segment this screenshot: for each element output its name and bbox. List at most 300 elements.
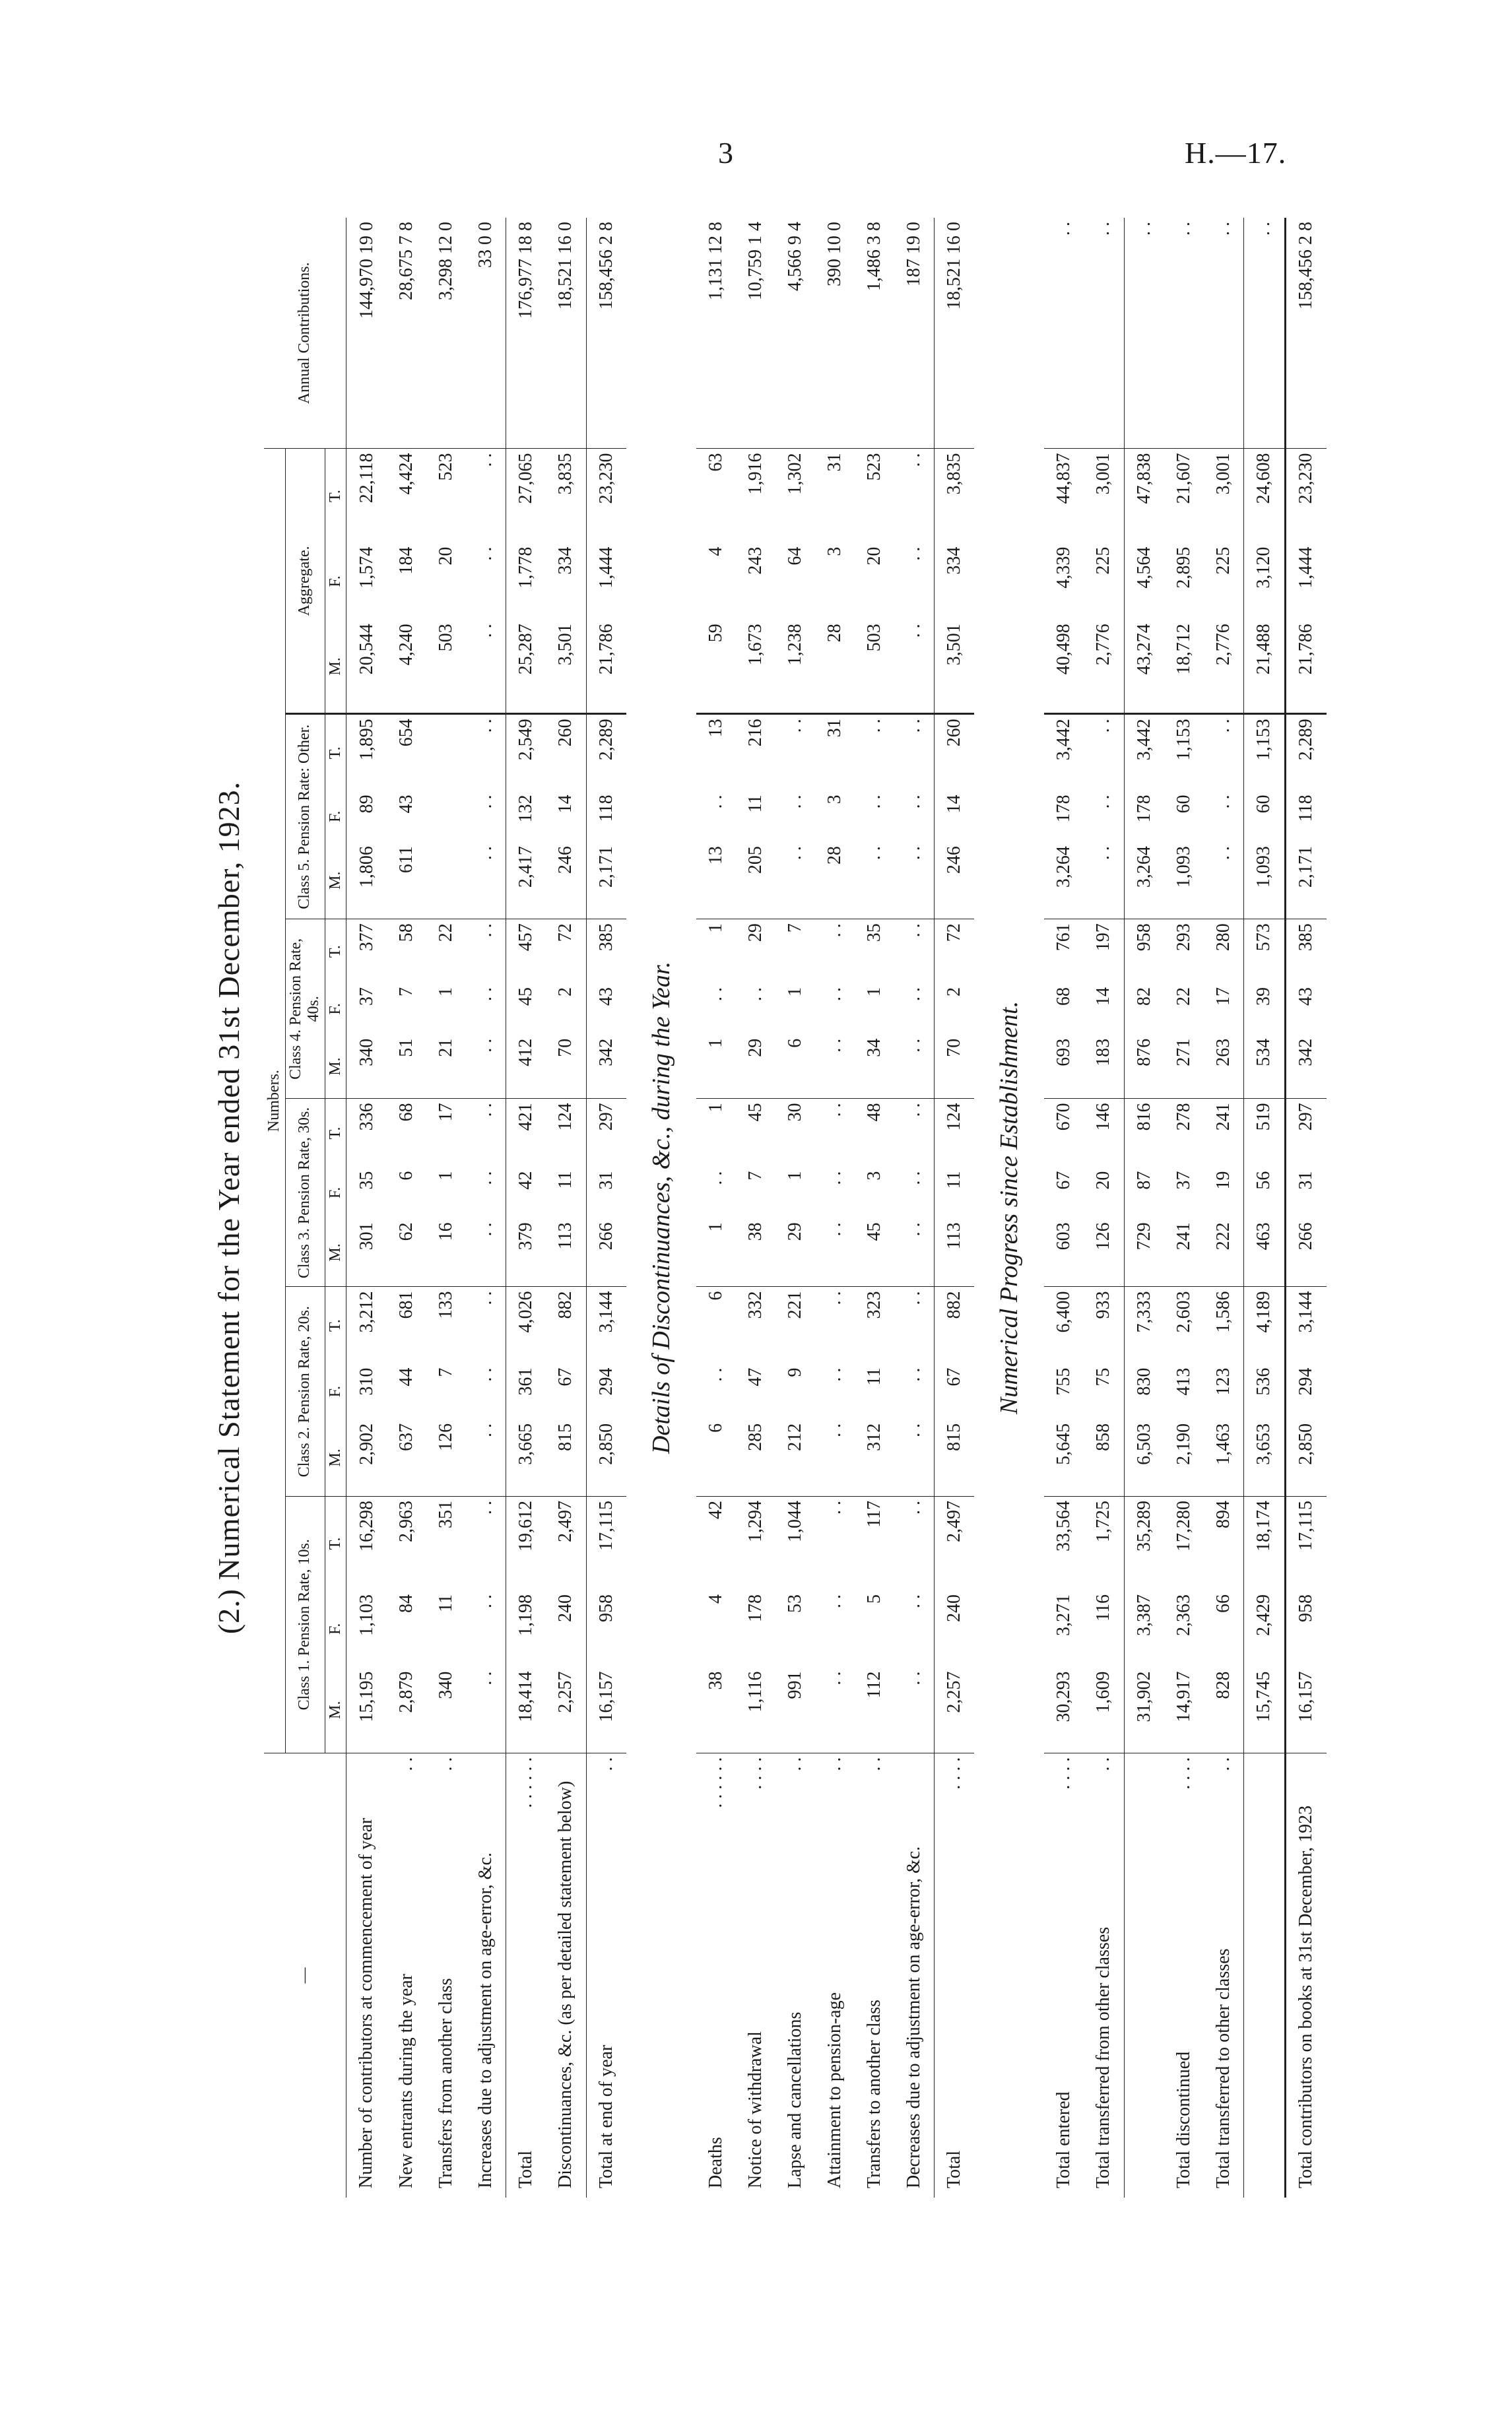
- header-f-1: F.: [325, 1590, 346, 1668]
- row-leader-dots: . . . .: [1173, 1757, 1194, 1790]
- header-m-6: M.: [325, 620, 346, 714]
- number-cell: 463: [1243, 1218, 1285, 1287]
- number-cell: 124: [555, 1103, 576, 1131]
- number-cell: 43: [595, 987, 616, 1006]
- page-reference: H.—17.: [1185, 136, 1287, 170]
- number-cell: 1,673: [736, 620, 775, 714]
- number-cell: . .: [903, 795, 924, 809]
- number-cell: 2,902: [346, 1420, 387, 1497]
- number-cell: . .: [894, 842, 935, 919]
- number-cell: 43: [395, 795, 416, 814]
- number-cell: 68: [395, 1103, 416, 1122]
- number-cell: 2,549: [515, 719, 537, 761]
- number-cell: 47,838: [1133, 453, 1154, 504]
- number-cell: 72: [944, 923, 965, 942]
- table-row: [775, 218, 815, 2198]
- number-cell: 9: [784, 1367, 805, 1377]
- number-cell: . .: [475, 795, 496, 809]
- number-cell: 117: [863, 1500, 884, 1528]
- number-cell: 654: [395, 719, 416, 747]
- number-cell: . .: [705, 1171, 726, 1185]
- number-cell: 29: [736, 1035, 775, 1099]
- number-cell: 34: [855, 1035, 894, 1099]
- number-cell: 31: [824, 453, 845, 472]
- number-cell: 876: [1124, 1035, 1164, 1099]
- table-row: [696, 218, 736, 2198]
- number-cell: 1,463: [1204, 1420, 1244, 1497]
- number-cell: 11: [863, 1367, 884, 1386]
- header-t-4: T.: [325, 919, 346, 983]
- number-cell: 361: [515, 1367, 537, 1396]
- number-cell: 178: [744, 1594, 766, 1622]
- number-cell: . .: [824, 923, 845, 938]
- number-cell: 1: [696, 1035, 736, 1099]
- number-cell: . .: [1084, 842, 1124, 919]
- number-cell: . .: [903, 1291, 924, 1305]
- number-cell: . .: [903, 719, 924, 733]
- number-cell: 1,778: [515, 546, 537, 589]
- number-cell: 7,333: [1133, 1291, 1154, 1333]
- number-cell: . .: [815, 1035, 855, 1099]
- number-cell: 1,198: [515, 1594, 537, 1636]
- number-cell: 14: [1093, 987, 1114, 1006]
- number-cell: 1,444: [1296, 546, 1317, 589]
- number-cell: 67: [1053, 1171, 1074, 1190]
- row-leader-dots: . .: [1093, 1757, 1114, 1771]
- row-label-text: Increases due to adjustment on age-error, &c.: [475, 1852, 496, 2188]
- table-row: [1243, 218, 1285, 2198]
- header-class-2: Class 2. Pension Rate, 20s.: [285, 1287, 325, 1496]
- number-cell: 70: [935, 1035, 975, 1099]
- number-cell: 1,302: [784, 453, 805, 495]
- number-cell: 146: [1093, 1103, 1114, 1131]
- number-cell: . .: [903, 923, 924, 938]
- number-cell: 2,963: [395, 1500, 416, 1542]
- number-cell: 729: [1124, 1218, 1164, 1287]
- number-cell: 2,497: [944, 1500, 965, 1542]
- number-cell: 11: [944, 1171, 965, 1189]
- number-cell: . .: [475, 923, 496, 938]
- number-cell: . .: [815, 1218, 855, 1287]
- number-cell: 23,230: [595, 453, 616, 504]
- row-label: [1204, 1753, 1244, 2198]
- table-row: [506, 218, 546, 2198]
- number-cell: . .: [466, 1218, 506, 1287]
- number-cell: 30: [784, 1103, 805, 1122]
- number-cell: 17,280: [1173, 1500, 1194, 1551]
- number-cell: 43: [1296, 987, 1317, 1006]
- number-cell: 297: [1296, 1103, 1317, 1131]
- number-cell: 681: [395, 1291, 416, 1319]
- rotated-statement: [211, 218, 1333, 2198]
- row-label-text: Deaths: [705, 2137, 726, 2188]
- number-cell: 2,257: [935, 1668, 975, 1753]
- number-cell: 243: [744, 546, 766, 575]
- number-cell: 260: [555, 719, 576, 747]
- number-cell: 16,157: [1285, 1668, 1327, 1753]
- number-cell: . .: [824, 1291, 845, 1305]
- number-cell: 377: [356, 923, 377, 952]
- table-row: [1084, 218, 1124, 2198]
- number-cell: 2,776: [1204, 620, 1244, 714]
- number-cell: . .: [894, 1035, 935, 1099]
- number-cell: 3,501: [546, 620, 586, 714]
- number-cell: 28: [815, 842, 855, 919]
- number-cell: 1: [784, 1171, 805, 1181]
- number-cell: [426, 842, 466, 919]
- number-cell: . .: [475, 1103, 496, 1117]
- header-numbers: Numbers.: [264, 449, 285, 1753]
- number-cell: 87: [1133, 1171, 1154, 1190]
- row-leader-dots: . . . . . .: [515, 1757, 536, 1808]
- number-cell: 31: [595, 1171, 616, 1190]
- number-cell: 11: [555, 1171, 576, 1189]
- number-cell: 18,414: [506, 1668, 546, 1753]
- number-cell: 67: [944, 1367, 965, 1387]
- annual-contribution-cell: 28,675 7 8: [387, 218, 426, 449]
- number-cell: 35,289: [1133, 1500, 1154, 1551]
- number-cell: 3,387: [1133, 1594, 1154, 1636]
- table-row: [1164, 218, 1204, 2198]
- number-cell: 2,603: [1173, 1291, 1194, 1333]
- number-cell: 342: [1285, 1035, 1327, 1099]
- number-cell: 3,653: [1243, 1420, 1285, 1497]
- number-cell: 84: [395, 1594, 416, 1613]
- number-cell: 5: [863, 1594, 884, 1604]
- row-label: [1124, 1753, 1164, 2198]
- row-label: [1285, 1753, 1327, 2198]
- number-cell: 113: [546, 1218, 586, 1287]
- number-cell: 51: [387, 1035, 426, 1099]
- table-row: [586, 218, 626, 2198]
- number-cell: 1,294: [744, 1500, 766, 1542]
- row-label-text: Lapse and cancellations: [784, 2011, 805, 2188]
- annual-contribution-cell: 1,131 12 8: [696, 218, 736, 449]
- number-cell: 323: [863, 1291, 884, 1319]
- number-cell: 310: [356, 1367, 377, 1396]
- number-cell: . .: [475, 546, 496, 561]
- number-cell: 31: [824, 719, 845, 738]
- number-cell: 216: [744, 719, 766, 747]
- row-label-text: Total transferred to other classes: [1212, 1948, 1233, 2188]
- statement-title: (2.) Numerical Statement for the Year ended 31st December, 1923.: [212, 781, 246, 1635]
- header-t-5: T.: [325, 714, 346, 791]
- number-cell: . .: [855, 842, 894, 919]
- number-cell: 3,144: [1296, 1291, 1317, 1333]
- row-label-text: Transfers to another class: [863, 2000, 884, 2188]
- row-label: [1243, 1753, 1285, 2198]
- number-cell: 991: [775, 1668, 815, 1753]
- number-cell: 1,895: [356, 719, 377, 761]
- annual-contribution-cell: . .: [1204, 218, 1244, 449]
- number-cell: 16: [426, 1218, 466, 1287]
- number-cell: 64: [784, 546, 805, 566]
- number-cell: 1: [435, 987, 456, 996]
- number-cell: 2,850: [586, 1420, 626, 1497]
- number-cell: 412: [506, 1035, 546, 1099]
- number-cell: 1,103: [356, 1594, 377, 1636]
- number-cell: 82: [1133, 987, 1154, 1006]
- number-cell: . .: [705, 987, 726, 1001]
- number-cell: 20: [863, 546, 884, 566]
- number-cell: 266: [1285, 1218, 1327, 1287]
- number-cell: 4,026: [515, 1291, 537, 1333]
- number-cell: 761: [1053, 923, 1074, 952]
- row-label: [1084, 1753, 1124, 2198]
- number-cell: 1: [696, 1218, 736, 1287]
- number-cell: 3,835: [944, 453, 965, 495]
- number-cell: . .: [475, 1594, 496, 1608]
- number-cell: 225: [1212, 546, 1233, 575]
- number-cell: . .: [475, 453, 496, 467]
- number-cell: 35: [356, 1171, 377, 1190]
- number-cell: 184: [395, 546, 416, 575]
- number-cell: 1,916: [744, 453, 766, 495]
- row-leader-dots: . .: [824, 1757, 845, 1771]
- header-aggregate: Aggregate.: [285, 449, 325, 714]
- number-cell: 225: [1093, 546, 1114, 575]
- row-label-text: Discontinuances, &c. (as per detailed statement below): [555, 1780, 576, 2188]
- number-cell: 3,144: [595, 1291, 616, 1333]
- number-cell: 2,429: [1253, 1594, 1274, 1636]
- number-cell: 958: [1133, 923, 1154, 952]
- number-cell: 294: [1296, 1367, 1317, 1396]
- annual-contribution-cell: 158,456 2 8: [586, 218, 626, 449]
- row-leader-dots: . . . .: [744, 1757, 766, 1790]
- number-cell: 19,612: [515, 1500, 537, 1551]
- row-label-text: Total: [944, 2150, 965, 2188]
- number-cell: . .: [475, 1500, 496, 1515]
- number-cell: . .: [744, 987, 766, 1001]
- number-cell: . .: [815, 1668, 855, 1753]
- number-cell: 2,895: [1173, 546, 1194, 589]
- number-cell: 43,274: [1124, 620, 1164, 714]
- number-cell: 4: [705, 1594, 726, 1604]
- number-cell: . .: [894, 1218, 935, 1287]
- number-cell: 15,745: [1243, 1668, 1285, 1753]
- number-cell: 59: [696, 620, 736, 714]
- number-cell: 413: [1173, 1367, 1194, 1396]
- header-f-2: F.: [325, 1364, 346, 1420]
- annual-contribution-cell: 18,521 16 0: [546, 218, 586, 449]
- number-cell: 3,442: [1133, 719, 1154, 761]
- number-cell: 503: [426, 620, 466, 714]
- number-cell: 271: [1164, 1035, 1204, 1099]
- header-m-5: M.: [325, 842, 346, 919]
- number-cell: 385: [1296, 923, 1317, 952]
- table-row: [346, 218, 387, 2198]
- number-cell: 62: [387, 1218, 426, 1287]
- number-cell: 112: [855, 1668, 894, 1753]
- number-cell: . .: [863, 795, 884, 809]
- number-cell: 1,574: [356, 546, 377, 589]
- number-cell: . .: [466, 620, 506, 714]
- number-cell: 421: [515, 1103, 537, 1131]
- number-cell: 63: [705, 453, 726, 472]
- annual-contribution-cell: . .: [1243, 218, 1285, 449]
- row-leader-dots: . .: [1212, 1757, 1233, 1771]
- header-class-3: Class 3. Pension Rate, 30s.: [285, 1099, 325, 1287]
- number-cell: 60: [1253, 795, 1274, 814]
- number-cell: 297: [595, 1103, 616, 1131]
- number-cell: 2,289: [595, 719, 616, 761]
- row-label: [1164, 1753, 1204, 2198]
- header-class-5: Class 5. Pension Rate: Other.: [285, 714, 325, 919]
- number-cell: 2,171: [586, 842, 626, 919]
- number-cell: 2,417: [506, 842, 546, 919]
- annual-contribution-cell: . .: [1084, 218, 1124, 449]
- number-cell: 519: [1253, 1103, 1274, 1131]
- row-leader-dots: . . . .: [1053, 1757, 1074, 1790]
- number-cell: 89: [356, 795, 377, 814]
- row-label: [426, 1753, 466, 2198]
- header-t-2: T.: [325, 1287, 346, 1364]
- number-cell: 126: [1084, 1218, 1124, 1287]
- number-cell: 3,212: [356, 1291, 377, 1333]
- number-cell: . .: [894, 620, 935, 714]
- number-cell: 126: [426, 1420, 466, 1497]
- row-leader-dots: . .: [435, 1757, 456, 1771]
- row-label: [586, 1753, 626, 2198]
- number-cell: 4,424: [395, 453, 416, 495]
- row-label-text: Total entered: [1053, 2091, 1074, 2188]
- number-cell: 340: [426, 1668, 466, 1753]
- row-label-text: Transfers from another class: [435, 1978, 456, 2188]
- number-cell: 828: [1204, 1668, 1244, 1753]
- number-cell: . .: [894, 1668, 935, 1753]
- number-cell: [426, 714, 466, 791]
- number-cell: 19: [1212, 1171, 1233, 1190]
- number-cell: 17,115: [595, 1500, 616, 1551]
- number-cell: 334: [944, 546, 965, 575]
- number-cell: 15,195: [346, 1668, 387, 1753]
- number-cell: 534: [1243, 1035, 1285, 1099]
- number-cell: 42: [515, 1171, 537, 1190]
- number-cell: . .: [824, 1500, 845, 1515]
- number-cell: 31,902: [1124, 1668, 1164, 1753]
- number-cell: 1,444: [595, 546, 616, 589]
- number-cell: . .: [824, 1594, 845, 1608]
- number-cell: 123: [1212, 1367, 1233, 1396]
- number-cell: 132: [515, 795, 537, 823]
- number-cell: 246: [935, 842, 975, 919]
- number-cell: 18,174: [1253, 1500, 1274, 1551]
- number-cell: 958: [1296, 1594, 1317, 1622]
- number-cell: 44: [395, 1367, 416, 1387]
- number-cell: 1: [863, 987, 884, 996]
- number-cell: 118: [1296, 795, 1317, 822]
- number-cell: 212: [775, 1420, 815, 1497]
- number-cell: 205: [736, 842, 775, 919]
- number-cell: 755: [1053, 1367, 1074, 1396]
- number-cell: 20: [1093, 1171, 1114, 1190]
- number-cell: 611: [387, 842, 426, 919]
- number-cell: 14,917: [1164, 1668, 1204, 1753]
- row-leader-dots: . .: [863, 1757, 884, 1771]
- row-label-text: Decreases due to adjustment on age-error, &c.: [903, 1846, 924, 2188]
- row-leader-dots: . .: [595, 1757, 616, 1771]
- row-label: [1044, 1753, 1084, 2198]
- number-cell: 20: [435, 546, 456, 566]
- number-cell: . .: [863, 719, 884, 733]
- number-cell: . .: [815, 1420, 855, 1497]
- number-cell: 379: [506, 1218, 546, 1287]
- number-cell: 113: [935, 1218, 975, 1287]
- number-cell: 29: [744, 923, 766, 942]
- number-cell: 882: [555, 1291, 576, 1319]
- number-cell: . .: [903, 987, 924, 1001]
- page-number: 3: [718, 136, 733, 170]
- number-cell: 13: [696, 842, 736, 919]
- number-cell: 351: [435, 1500, 456, 1528]
- number-cell: 47: [744, 1367, 766, 1387]
- annual-contribution-cell: . .: [1164, 218, 1204, 449]
- number-cell: 1,238: [775, 620, 815, 714]
- row-leader-dots: . .: [784, 1757, 805, 1771]
- statement-body: [346, 218, 1327, 2198]
- number-cell: 3,264: [1124, 842, 1164, 919]
- annual-contribution-cell: 390 10 0: [815, 218, 855, 449]
- number-cell: 3,665: [506, 1420, 546, 1497]
- number-cell: 1: [705, 1103, 726, 1113]
- number-cell: 37: [356, 987, 377, 1006]
- number-cell: 124: [944, 1103, 965, 1131]
- annual-contribution-cell: . .: [1044, 218, 1084, 449]
- table-row: [935, 218, 975, 2198]
- number-cell: 21,607: [1173, 453, 1194, 504]
- number-cell: 178: [1133, 795, 1154, 823]
- number-cell: 42: [705, 1500, 726, 1519]
- number-cell: 263: [1204, 1035, 1244, 1099]
- table-row: [1124, 218, 1164, 2198]
- number-cell: 14: [944, 795, 965, 814]
- number-cell: 5,645: [1044, 1420, 1084, 1497]
- number-cell: 21,488: [1243, 620, 1285, 714]
- annual-contribution-cell: 4,566 9 4: [775, 218, 815, 449]
- row-label: [696, 1753, 736, 2198]
- row-leader-dots: . . . .: [944, 1757, 965, 1790]
- number-cell: . .: [903, 1500, 924, 1515]
- header-t-3: T.: [325, 1099, 346, 1167]
- number-cell: 3: [824, 546, 845, 556]
- number-cell: 385: [595, 923, 616, 952]
- number-cell: 240: [944, 1594, 965, 1622]
- row-label-text: Attainment to pension-age: [824, 1992, 845, 2188]
- number-cell: . .: [705, 795, 726, 809]
- number-cell: . .: [903, 453, 924, 467]
- number-cell: 221: [784, 1291, 805, 1319]
- number-cell: 4,240: [387, 620, 426, 714]
- number-cell: 670: [1053, 1103, 1074, 1131]
- number-cell: . .: [903, 1171, 924, 1185]
- number-cell: 183: [1084, 1035, 1124, 1099]
- number-cell: 53: [784, 1594, 805, 1613]
- number-cell: . .: [475, 987, 496, 1001]
- number-cell: 44,837: [1053, 453, 1074, 504]
- number-cell: 17,115: [1296, 1500, 1317, 1551]
- annual-contribution-cell: 176,977 18 8: [506, 218, 546, 449]
- number-cell: . .: [903, 1103, 924, 1117]
- number-cell: 958: [595, 1594, 616, 1622]
- number-cell: 2,879: [387, 1668, 426, 1753]
- number-cell: . .: [775, 842, 815, 919]
- number-cell: 241: [1164, 1218, 1204, 1287]
- number-cell: 30,293: [1044, 1668, 1084, 1753]
- number-cell: 2,850: [1285, 1420, 1327, 1497]
- number-cell: . .: [466, 842, 506, 919]
- number-cell: 2: [555, 987, 576, 996]
- number-cell: 6: [395, 1171, 416, 1181]
